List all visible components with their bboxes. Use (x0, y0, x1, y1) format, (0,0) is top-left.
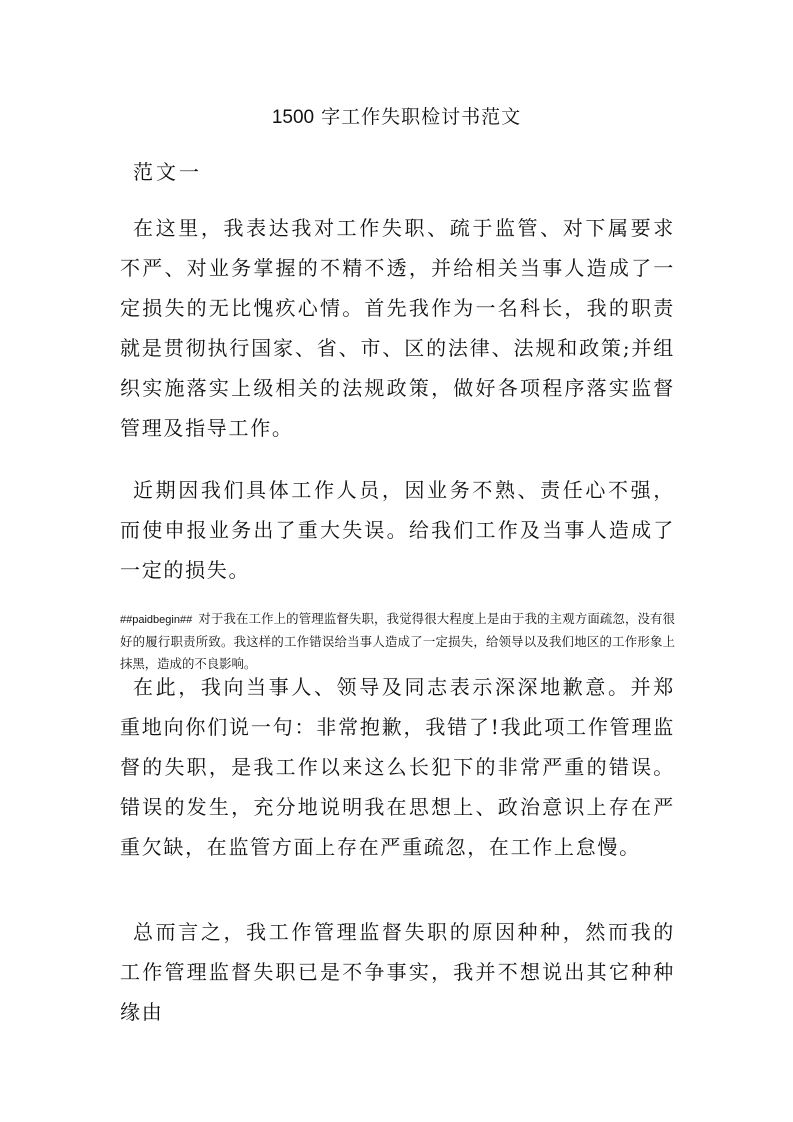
document-title (0, 104, 793, 131)
paragraph-4: 在此，我向当事人、领导及同志表示深深地歉意。并郑重地向你们说一句：非常抱歉，我错了!我此项工作管理监督的失职，是我工作以来这么长犯下的非常严重的错误。错误的发生，充分地说明我在思想上、政治意识上存在严重欠缺，在监管方面上存在严重疏忽，在工作上怠慢。 (120, 675, 675, 859)
paid-begin-marker: ##paidbegin## (120, 614, 193, 626)
title-number: 1500 (271, 107, 315, 128)
paid-text: 对于我在工作上的管理监督失职，我觉得很大程度上是由于我的主观方面疏忽，没有很好的履行职责所致。我这样的工作错误给当事人造成了一定损失，给领导以及我们地区的工作形象上抹黑，造成的不良影响。 (120, 611, 675, 671)
title-text: 字工作失职检讨书范文 (321, 106, 522, 128)
paragraph-2: 近期因我们具体工作人员，因业务不熟、责任心不强，而使申报业务出了重大失误。给我们工作及当事人造成了一定的损失。 (120, 478, 675, 582)
paid-content-paragraph (120, 608, 675, 675)
paragraph-5: 总而言之，我工作管理监督失职的原因种种，然而我的工作管理监督失职已是不争事实，我并不想说出其它种种缘由 (120, 920, 675, 1024)
section-heading: 范文一 (133, 160, 202, 184)
paragraph-1: 在这里，我表达我对工作失职、疏于监管、对下属要求不严、对业务掌握的不精不透，并给相关当事人造成了一定损失的无比愧疚心情。首先我作为一名科长，我的职责就是贯彻执行国家、省、市、区的法律、法规和政策;并组织实施落实上级相关的法规政策，做好各项程序落实监督管理及指导工作。 (120, 216, 675, 440)
